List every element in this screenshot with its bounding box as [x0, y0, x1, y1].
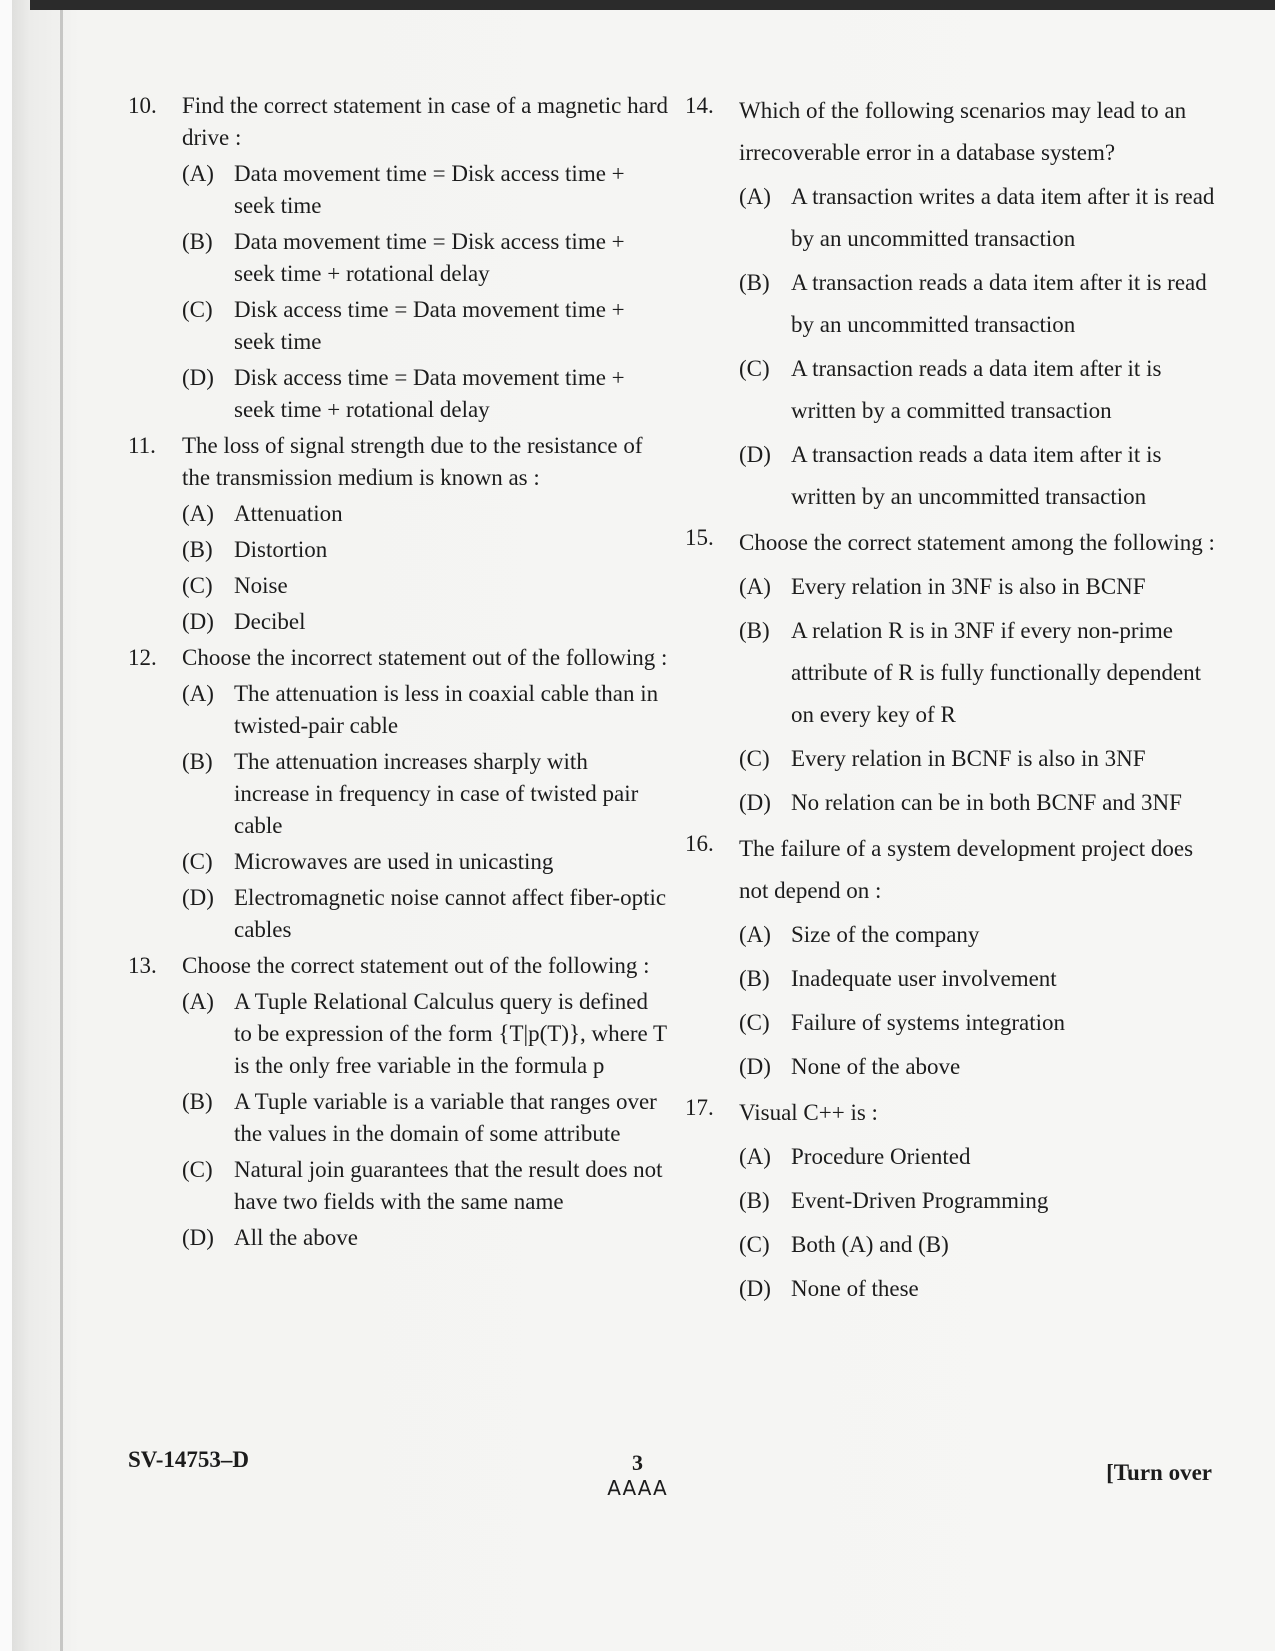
option — [182, 294, 668, 358]
question — [685, 522, 1225, 824]
option-text: Disk access time = Data movement time + seek time — [234, 297, 625, 354]
option-label: (B) — [182, 1089, 213, 1114]
binding-crease — [60, 0, 63, 1651]
option — [182, 226, 668, 290]
option-text: Distortion — [234, 537, 328, 562]
option-list — [182, 678, 668, 946]
option — [739, 566, 1225, 608]
option-label: (C) — [739, 356, 770, 381]
question — [128, 90, 668, 426]
option-label: (D) — [739, 790, 771, 815]
option — [739, 262, 1225, 346]
question-number: 14. — [685, 93, 714, 118]
question-number: 17. — [685, 1095, 714, 1120]
option-label: (A) — [739, 574, 771, 599]
question-stem: The failure of a system development project does not depend on : — [739, 836, 1194, 903]
option-label: (A) — [182, 161, 214, 186]
question — [128, 642, 668, 946]
option — [739, 1180, 1225, 1222]
question-stem: Visual C++ is : — [739, 1100, 878, 1125]
option-text: A transaction reads a data item after it is written by an uncommitted transaction — [791, 442, 1162, 509]
option-text: Attenuation — [234, 501, 343, 526]
series-mark: AAAA — [607, 1476, 668, 1500]
option — [182, 570, 668, 602]
option-label: (A) — [739, 184, 771, 209]
option-label: (B) — [739, 1188, 770, 1213]
option-label: (B) — [739, 618, 770, 643]
option — [182, 1086, 668, 1150]
option-text: Microwaves are used in unicasting — [234, 849, 554, 874]
left-column — [128, 90, 668, 1258]
option — [739, 1224, 1225, 1266]
option-text: Inadequate user involvement — [791, 966, 1057, 991]
option — [739, 1268, 1225, 1310]
option-label: (D) — [182, 609, 214, 634]
option-text: Both (A) and (B) — [791, 1232, 949, 1257]
option-text: Size of the company — [791, 922, 980, 947]
option — [182, 158, 668, 222]
option-text: Every relation in 3NF is also in BCNF — [791, 574, 1146, 599]
option — [739, 610, 1225, 736]
question — [128, 430, 668, 638]
page-edge — [0, 0, 12, 1651]
option — [739, 958, 1225, 1000]
option-text: A relation R is in 3NF if every non-prime attribute of R is fully functionally dependent on every key of R — [791, 618, 1202, 727]
turn-over-note: [Turn over — [1106, 1460, 1212, 1485]
option-text: A Tuple Relational Calculus query is defined to be expression of the form {T|p(T)}, where T is the only free variable in the formula p — [234, 989, 667, 1078]
question-number: 11. — [128, 433, 156, 458]
option — [182, 362, 668, 426]
option-label: (C) — [739, 1010, 770, 1035]
option-label: (B) — [182, 537, 213, 562]
question-stem: Choose the incorrect statement out of the following : — [182, 645, 668, 670]
option-list — [739, 176, 1225, 518]
option-label: (C) — [182, 573, 213, 598]
option-text: Natural join guarantees that the result does not have two fields with the same name — [234, 1157, 663, 1214]
option-list — [182, 986, 668, 1254]
question — [685, 1092, 1225, 1310]
option-text: Every relation in BCNF is also in 3NF — [791, 746, 1146, 771]
option-label: (C) — [739, 746, 770, 771]
option-label: (D) — [739, 1276, 771, 1301]
question — [128, 950, 668, 1254]
question-stem: Choose the correct statement among the following : — [739, 530, 1215, 555]
option — [739, 1046, 1225, 1088]
option-label: (A) — [182, 681, 214, 706]
question-stem: Choose the correct statement out of the following : — [182, 953, 650, 978]
option-label: (D) — [182, 885, 214, 910]
option-label: (C) — [182, 1157, 213, 1182]
option-text: All the above — [234, 1225, 358, 1250]
option-label: (A) — [739, 1144, 771, 1169]
option-text: Procedure Oriented — [791, 1144, 971, 1169]
option-text: A Tuple variable is a variable that ranges over the values in the domain of some attribute — [234, 1089, 657, 1146]
question-stem: The loss of signal strength due to the resistance of the transmission medium is known as : — [182, 433, 643, 490]
question-stem: Find the correct statement in case of a magnetic hard drive : — [182, 93, 668, 150]
option-label: (B) — [182, 749, 213, 774]
option-label: (A) — [739, 922, 771, 947]
option-text: Failure of systems integration — [791, 1010, 1066, 1035]
option — [182, 846, 668, 878]
page-number: 3 — [632, 1450, 643, 1475]
question-number: 16. — [685, 831, 714, 856]
option — [182, 1222, 668, 1254]
option-list — [739, 914, 1225, 1088]
question-number: 13. — [128, 953, 157, 978]
option — [739, 434, 1225, 518]
question — [685, 90, 1225, 518]
option-text: Data movement time = Disk access time + seek time + rotational delay — [234, 229, 625, 286]
right-column — [685, 90, 1225, 1314]
option-text: None of the above — [791, 1054, 961, 1079]
option — [739, 348, 1225, 432]
question — [685, 828, 1225, 1088]
option-label: (A) — [182, 989, 214, 1014]
option — [739, 738, 1225, 780]
option — [182, 986, 668, 1082]
option-label: (D) — [739, 442, 771, 467]
option — [739, 176, 1225, 260]
option-text: Noise — [234, 573, 288, 598]
option-label: (D) — [182, 1225, 214, 1250]
option-label: (A) — [182, 501, 214, 526]
option — [182, 882, 668, 946]
option-text: The attenuation is less in coaxial cable than in twisted-pair cable — [234, 681, 659, 738]
option — [182, 534, 668, 566]
option-text: Data movement time = Disk access time + seek time — [234, 161, 625, 218]
question-number: 12. — [128, 645, 157, 670]
option — [182, 678, 668, 742]
option-text: A transaction reads a data item after it is written by a committed transaction — [791, 356, 1162, 423]
option-list — [182, 498, 668, 638]
question-number: 10. — [128, 93, 157, 118]
question-stem: Which of the following scenarios may lead to an irrecoverable error in a database system? — [739, 98, 1187, 165]
option-label: (C) — [182, 297, 213, 322]
option — [182, 498, 668, 530]
option-list — [739, 566, 1225, 824]
option-text: Event-Driven Programming — [791, 1188, 1049, 1213]
option-list — [739, 1136, 1225, 1310]
option — [182, 1154, 668, 1218]
option-label: (D) — [182, 365, 214, 390]
option-text: Decibel — [234, 609, 306, 634]
option — [739, 1136, 1225, 1178]
option-label: (B) — [182, 229, 213, 254]
option-list — [182, 158, 668, 426]
option-label: (B) — [739, 270, 770, 295]
option-text: The attenuation increases sharply with increase in frequency in case of twisted pair cable — [234, 749, 639, 838]
option-text: Electromagnetic noise cannot affect fiber-optic cables — [234, 885, 667, 942]
question-number: 15. — [685, 525, 714, 550]
option-label: (C) — [182, 849, 213, 874]
option — [182, 606, 668, 638]
option — [739, 782, 1225, 824]
option-label: (D) — [739, 1054, 771, 1079]
option — [182, 746, 668, 842]
top-edge-shadow — [30, 0, 1275, 10]
option-label: (C) — [739, 1232, 770, 1257]
option — [739, 914, 1225, 956]
option-text: Disk access time = Data movement time + seek time + rotational delay — [234, 365, 625, 422]
option-text: No relation can be in both BCNF and 3NF — [791, 790, 1182, 815]
option-text: A transaction writes a data item after it is read by an uncommitted transaction — [791, 184, 1215, 251]
option-text: None of these — [791, 1276, 919, 1301]
paper-code: SV-14753–D — [128, 1447, 249, 1472]
option-text: A transaction reads a data item after it is read by an uncommitted transaction — [791, 270, 1207, 337]
option — [739, 1002, 1225, 1044]
option-label: (B) — [739, 966, 770, 991]
